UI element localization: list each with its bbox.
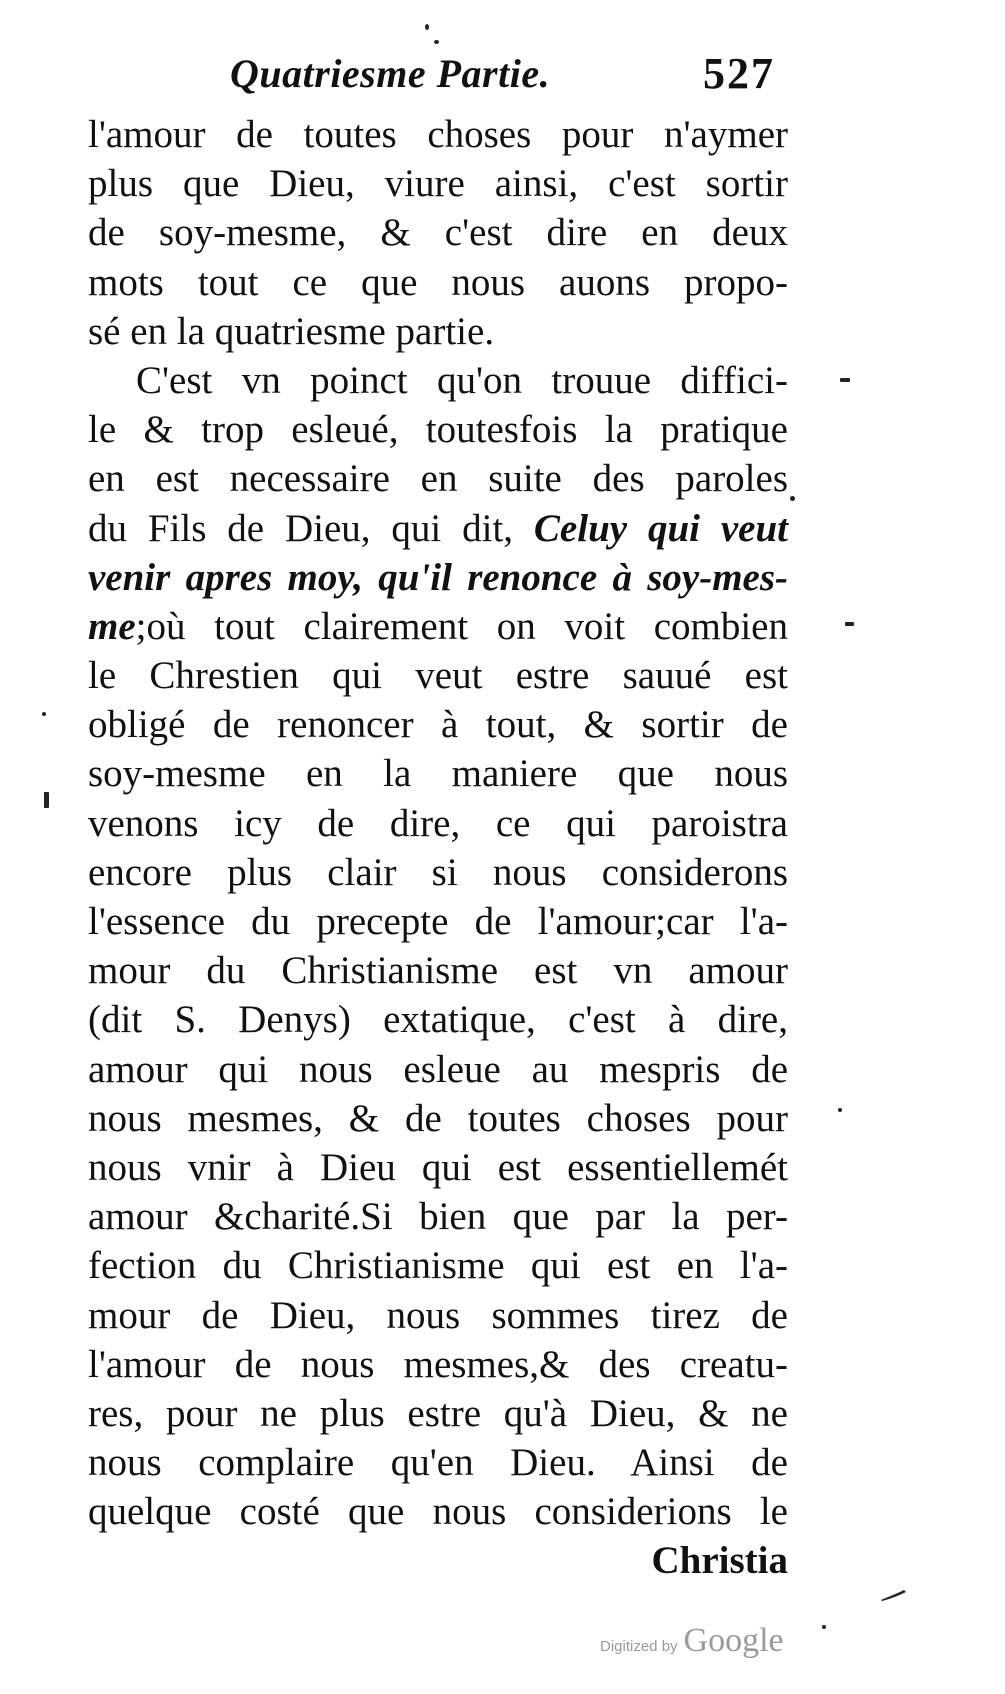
running-head-title: Quatriesme Partie.: [230, 51, 551, 96]
text-line: nous mesmes, & de toutes choses pour: [88, 1096, 788, 1140]
text-line: mour du Christianisme est vn amour: [88, 949, 788, 993]
text-line: [88, 553, 788, 602]
running-head: [205, 50, 775, 110]
text-line: sé en la quatriesme partie.: [88, 309, 495, 353]
text-line: encore plus clair si nous considerons: [88, 850, 788, 894]
text-line: (dit S. Denys) extatique, c'est à dire,: [88, 998, 788, 1042]
scan-speck: [790, 496, 795, 501]
text-line: en est necessaire en suite des paroles: [88, 457, 788, 501]
text-line: l'essence du precepte de l'amour;car l'a-: [88, 900, 788, 943]
scan-speck: [840, 378, 850, 382]
text-line: venons icy de dire, ce qui paroistra: [88, 801, 788, 845]
text-line: de soy-mesme, & c'est dire en deux: [88, 211, 788, 255]
text-line: mots tout ce que nous auons propo-: [88, 260, 788, 304]
text-line: plus que Dieu, viure ainsi, c'est sortir: [88, 162, 788, 206]
text-line: [88, 504, 788, 553]
watermark-prefix: Digitized by: [600, 1638, 678, 1655]
scan-speck: [44, 792, 49, 808]
text-line: nous complaire qu'en Dieu. Ainsi de: [88, 1441, 788, 1485]
text-line: fection du Christianisme qui est en l'a-: [88, 1244, 788, 1288]
text-line: C'est vn poinct qu'on trouue diffici-: [136, 358, 788, 402]
text-line: obligé de renoncer à tout, & sortir de: [88, 703, 788, 747]
catchword: Christia: [651, 1539, 788, 1583]
digitized-watermark: [600, 1622, 784, 1662]
google-logo: Google: [683, 1622, 784, 1659]
text-line-roman: du Fils de Dieu, qui dit,: [88, 506, 534, 550]
scan-speck: [845, 622, 854, 626]
text-line-italic-quote: Celuy qui veut: [533, 506, 788, 550]
text-line: l'amour de toutes choses pour n'aymer: [88, 113, 788, 156]
text-line-italic-quote: venir apres moy, qu'il renonce à soy-mes-: [88, 555, 788, 599]
page-number: 527: [703, 49, 775, 98]
scan-speck: [822, 1625, 826, 1629]
text-line: amour &charité.Si bien que par la per-: [88, 1195, 788, 1239]
body-text: [88, 110, 788, 1586]
text-line: nous vnir à Dieu qui est essentiellemét: [88, 1145, 788, 1189]
scan-speck: [425, 24, 429, 30]
text-line: mour de Dieu, nous sommes tirez de: [88, 1293, 788, 1337]
text-line: amour qui nous esleue au mespris de: [88, 1047, 788, 1091]
text-line: le Chrestien qui veut estre sauué est: [88, 654, 788, 698]
text-line-italic-quote: me: [88, 604, 136, 648]
text-line: soy-mesme en la maniere que nous: [88, 752, 788, 796]
text-line-roman: ;où tout clairement on voit combien: [135, 604, 788, 648]
text-line: l'amour de nous mesmes,& des creatu-: [88, 1342, 788, 1386]
ink-blot-icon: [880, 1588, 910, 1602]
text-line: [88, 602, 788, 651]
scan-speck: [434, 40, 439, 44]
text-line: quelque costé que nous considerions le: [88, 1490, 788, 1534]
text-line: res, pour ne plus estre qu'à Dieu, & ne: [88, 1391, 788, 1435]
text-line: le & trop esleué, toutesfois la pratique: [88, 408, 788, 452]
scan-speck: [42, 712, 46, 716]
scan-speck: [838, 1108, 842, 1112]
